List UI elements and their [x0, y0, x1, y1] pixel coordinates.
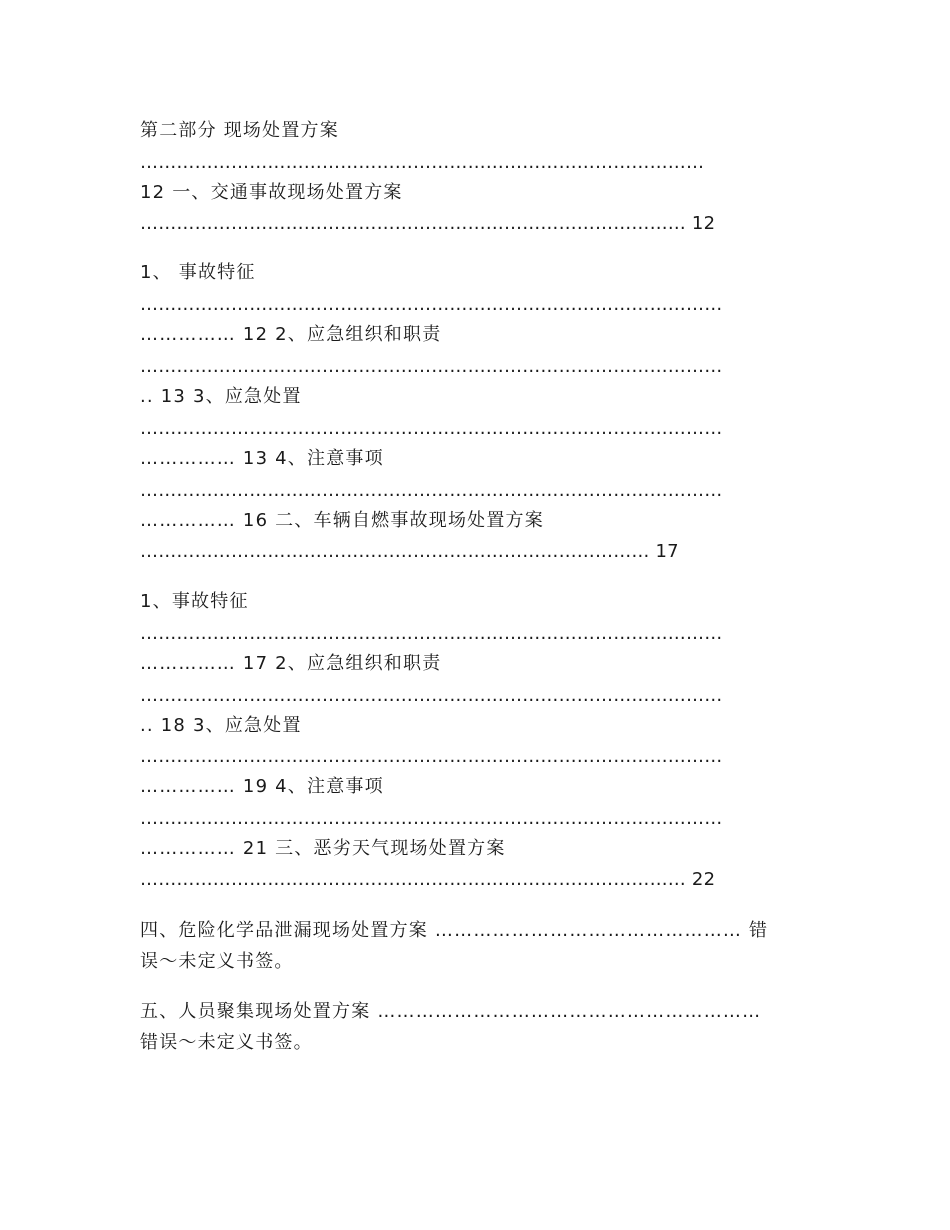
toc-entry: 1、事故特征	[140, 591, 249, 612]
toc-entry: 1、 事故特征	[140, 262, 256, 283]
toc-entry: …………… 17 2、应急组织和职责	[140, 653, 442, 674]
toc-leader-line: ……………………………………………………………………………………	[140, 685, 723, 706]
toc-leader-line: ………………………………………………………………………… 17	[140, 541, 679, 562]
toc-entry: 五、人员聚集现场处置方案 ……………………………………………………	[140, 1001, 762, 1022]
toc-leader-line: ……………………………………………………………………………………	[140, 746, 723, 767]
toc-leader-line: ……………………………………………………………………………………	[140, 623, 723, 644]
toc-entry: …………… 13 4、注意事项	[140, 448, 384, 469]
toc-leader-line: ……………………………………………………………………………………	[140, 356, 723, 377]
toc-leader-line: ……………………………………………………………………………………	[140, 480, 723, 501]
toc-entry: .. 13 3、应急处置	[140, 386, 302, 407]
toc-leader-line: ……………………………………………………………………………………	[140, 808, 723, 829]
toc-part-heading: 第二部分 现场处置方案	[140, 120, 339, 141]
toc-entry: …………… 19 4、注意事项	[140, 776, 384, 797]
toc-leader-line: ……………………………………………………………………………… 12	[140, 213, 716, 234]
toc-entry: 四、危险化学品泄漏现场处置方案 ………………………………………… 错	[140, 920, 769, 941]
toc-entry: …………… 21 三、恶劣天气现场处置方案	[140, 838, 506, 859]
toc-entry: 12 一、交通事故现场处置方案	[140, 182, 403, 203]
toc-entry: …………… 12 2、应急组织和职责	[140, 324, 442, 345]
toc-entry-continuation: 误～未定义书签。	[140, 951, 294, 972]
toc-leader-line: ……………………………………………………………………………… 22	[140, 869, 716, 890]
toc-entry: …………… 16 二、车辆自燃事故现场处置方案	[140, 510, 544, 531]
toc-entry: .. 18 3、应急处置	[140, 715, 302, 736]
toc-entry-continuation: 错误～未定义书签。	[140, 1032, 313, 1053]
toc-leader-line: ……………………………………………………………………………………	[140, 294, 723, 315]
toc-leader-line: …………………………………………………………………………………	[140, 152, 705, 173]
toc-leader-line: ……………………………………………………………………………………	[140, 418, 723, 439]
